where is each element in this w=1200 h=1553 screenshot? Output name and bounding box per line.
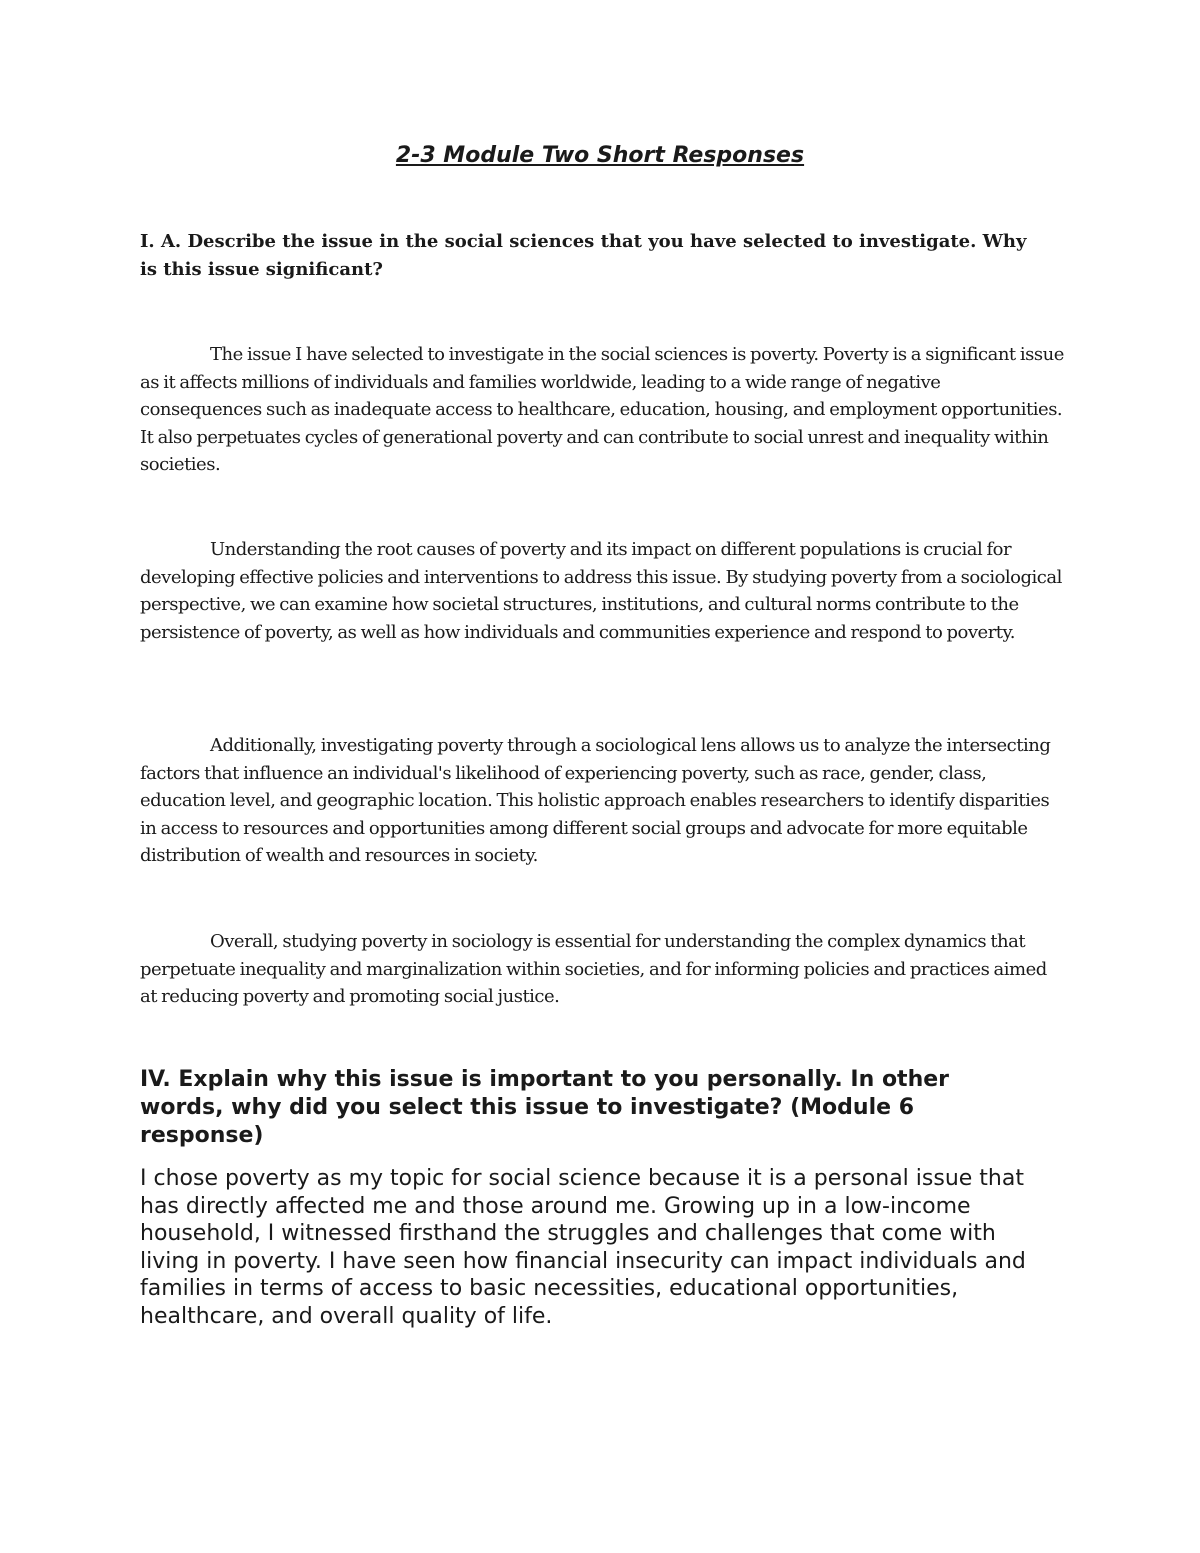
question-1-heading: I. A. Describe the issue in the social sciences that you have selected to investigate. Why is this issue significant? [140, 231, 1027, 280]
answer-4-paragraph: I chose poverty as my topic for social science because it is a personal issue that has directly affected me and those around me. Growing up in a low-income household, I witnessed firsthand the struggles and challenges that come with living in poverty. I have seen how financial insecurity can impact individuals and families in terms of access to basic necessities, educational opportunities, healthcare, and overall quality of life. [140, 1166, 1026, 1329]
body-paragraph-1: The issue I have selected to investigate in the social sciences is poverty. Poverty is a significant issue as it affects millions of individuals and families worldwide, leading to a wide range of negative consequences such as inadequate access to healthcare, education, housing, and employment opportunities. It also perpetuates cycles of generational poverty and can contribute to social unrest and inequality within societies. [140, 344, 1064, 475]
body-paragraph-3: Additionally, investigating poverty through a sociological lens allows us to analyze the intersecting factors that influence an individual's likelihood of experiencing poverty, such as race, gender, class, education level, and geographic location. This holistic approach enables researchers to identify disparities in access to resources and opportunities among different social groups and advocate for more equitable distribution of wealth and resources in society. [140, 735, 1051, 866]
body-paragraph-2: Understanding the root causes of poverty and its impact on different populations is crucial for developing effective policies and interventions to address this issue. By studying poverty from a sociological perspective, we can examine how societal structures, institutions, and cultural norms contribute to the persistence of poverty, as well as how individuals and communities experience and respond to poverty. [140, 539, 1062, 643]
body-paragraph-4: Overall, studying poverty in sociology is essential for understanding the complex dynamics that perpetuate inequality and marginalization within societies, and for informing policies and practices aimed at reducing poverty and promoting social justice. [140, 931, 1047, 1007]
document-title: 2-3 Module Two Short Responses [395, 143, 805, 168]
question-4-heading: IV. Explain why this issue is important to you personally. In other words, why did you select this issue to investigate? (Module 6 response) [140, 1067, 950, 1148]
